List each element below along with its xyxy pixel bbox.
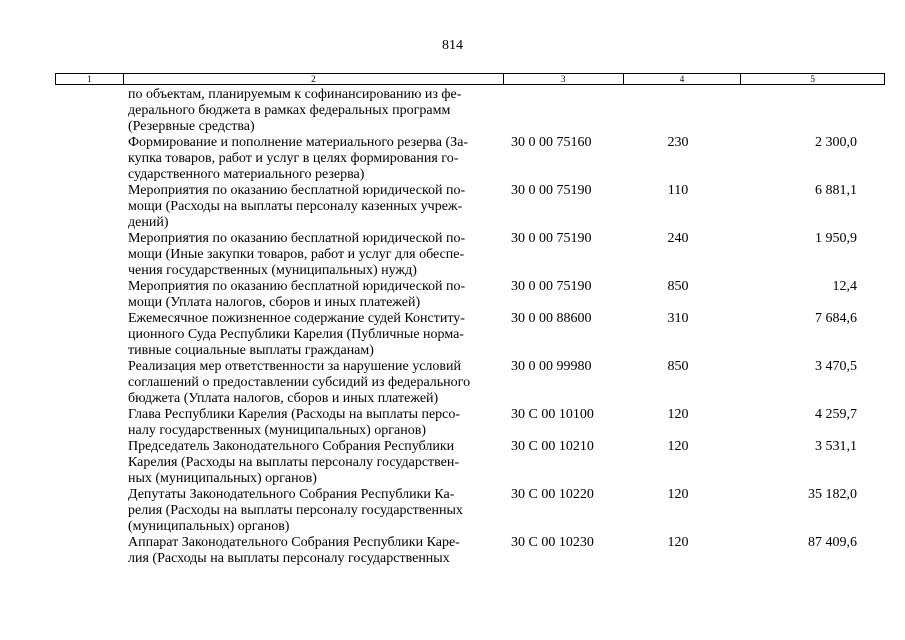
row-code: 30 С 00 10100: [511, 407, 594, 422]
description-line: Аппарат Законодательного Собрания Республики Каре-: [128, 535, 460, 550]
description-line: Депутаты Законодательного Собрания Республики Ка-: [128, 487, 455, 502]
table-row: [55, 439, 885, 487]
row-expense-type: 850: [667, 279, 689, 294]
description-line: сударственного материального резерва): [128, 167, 365, 182]
row-amount: 87 409,6: [808, 535, 857, 550]
row-amount: 3 531,1: [815, 439, 857, 454]
description-line: налу государственных (муниципальных) органов): [128, 423, 426, 438]
description-line: дерального бюджета в рамках федеральных программ: [128, 103, 451, 118]
description-line: тивные социальные выплаты гражданам): [128, 343, 374, 358]
row-code: [509, 87, 629, 135]
description-line: мощи (Расходы на выплаты персоналу казенных учреж-: [128, 199, 463, 214]
row-code: 30 0 00 88600: [511, 311, 592, 326]
description-line: Мероприятия по оказанию бесплатной юридической по-: [128, 231, 466, 246]
table-row: [55, 183, 885, 231]
row-description: [128, 311, 509, 359]
description-line: дений): [128, 215, 169, 230]
description-line: Формирование и пополнение материального резерва (За-: [128, 135, 469, 150]
row-amount: 6 881,1: [815, 183, 857, 198]
row-code: 30 0 00 75190: [511, 231, 592, 246]
row-description: [128, 535, 509, 567]
row-code: 30 С 00 10210: [511, 439, 594, 454]
table-row: [55, 407, 885, 439]
column-header-4: 4: [624, 74, 742, 84]
row-code: 30 С 00 10230: [511, 535, 594, 550]
row-amount: 35 182,0: [808, 487, 857, 502]
table-row: [55, 311, 885, 359]
column-header-1: 1: [56, 74, 124, 84]
description-line: бюджета (Уплата налогов, сборов и иных платежей): [128, 391, 439, 406]
row-code: 30 0 00 75160: [511, 135, 592, 150]
row-expense-type: 310: [667, 311, 689, 326]
table-header-row: [55, 73, 885, 85]
description-line: по объектам, планируемым к софинансированию из фе-: [128, 87, 462, 102]
table-row: [55, 487, 885, 535]
row-expense-type: 120: [667, 439, 689, 454]
description-line: Карелия (Расходы на выплаты персоналу государствен-: [128, 455, 460, 470]
row-description: [128, 279, 509, 311]
row-description: [128, 135, 509, 183]
description-line: чения государственных (муниципальных) нужд): [128, 263, 417, 278]
table-row: [55, 135, 885, 183]
column-header-3: 3: [504, 74, 624, 84]
row-expense-type: 110: [667, 183, 689, 198]
row-description: [128, 407, 509, 439]
row-description: [128, 487, 509, 535]
description-line: Ежемесячное пожизненное содержание судей Конститу-: [128, 311, 465, 326]
column-header-2: 2: [124, 74, 504, 84]
description-line: мощи (Иные закупки товаров, работ и услуг для обеспе-: [128, 247, 465, 262]
description-line: (муниципальных) органов): [128, 519, 290, 534]
row-code: 30 0 00 99980: [511, 359, 592, 374]
row-expense-type: [629, 87, 707, 135]
row-expense-type: 120: [667, 487, 689, 502]
description-line: Реализация мер ответственности за нарушение условий: [128, 359, 461, 374]
description-line: ных (муниципальных) органов): [128, 471, 317, 486]
row-amount: [707, 87, 867, 135]
description-line: соглашений о предоставлении субсидий из федерального: [128, 375, 471, 390]
table-row: [55, 359, 885, 407]
row-description: [128, 439, 509, 487]
column-header-5: 5: [810, 74, 815, 84]
description-line: Глава Республики Карелия (Расходы на выплаты персо-: [128, 407, 461, 422]
table-row: [55, 279, 885, 311]
table-body: [55, 87, 885, 567]
row-code: 30 С 00 10220: [511, 487, 594, 502]
row-amount: 3 470,5: [815, 359, 857, 374]
row-amount: 4 259,7: [815, 407, 857, 422]
description-line: лия (Расходы на выплаты персоналу государственных: [128, 551, 450, 566]
row-description: [128, 87, 509, 135]
row-expense-type: 120: [667, 407, 689, 422]
row-expense-type: 120: [667, 535, 689, 550]
row-description: [128, 183, 509, 231]
table-row: [55, 231, 885, 279]
table-row: [55, 535, 885, 567]
row-amount: 12,4: [832, 279, 857, 294]
description-line: (Резервные средства): [128, 119, 255, 134]
description-line: купка товаров, работ и услуг в целях формирования го-: [128, 151, 459, 166]
page-number: 814: [442, 38, 463, 53]
row-description: [128, 359, 509, 407]
description-line: Председатель Законодательного Собрания Республики: [128, 439, 455, 454]
row-amount: 1 950,9: [815, 231, 857, 246]
description-line: Мероприятия по оказанию бесплатной юридической по-: [128, 279, 466, 294]
row-expense-type: 240: [667, 231, 689, 246]
row-code: 30 0 00 75190: [511, 279, 592, 294]
row-amount: 7 684,6: [815, 311, 857, 326]
row-expense-type: 850: [667, 359, 689, 374]
description-line: ционного Суда Республики Карелия (Публичные норма-: [128, 327, 464, 342]
row-expense-type: 230: [667, 135, 689, 150]
row-amount: 2 300,0: [815, 135, 857, 150]
table-row: [55, 87, 885, 135]
row-code: 30 0 00 75190: [511, 183, 592, 198]
description-line: Мероприятия по оказанию бесплатной юридической по-: [128, 183, 466, 198]
row-description: [128, 231, 509, 279]
description-line: релия (Расходы на выплаты персоналу государственных: [128, 503, 463, 518]
description-line: мощи (Уплата налогов, сборов и иных платежей): [128, 295, 421, 310]
